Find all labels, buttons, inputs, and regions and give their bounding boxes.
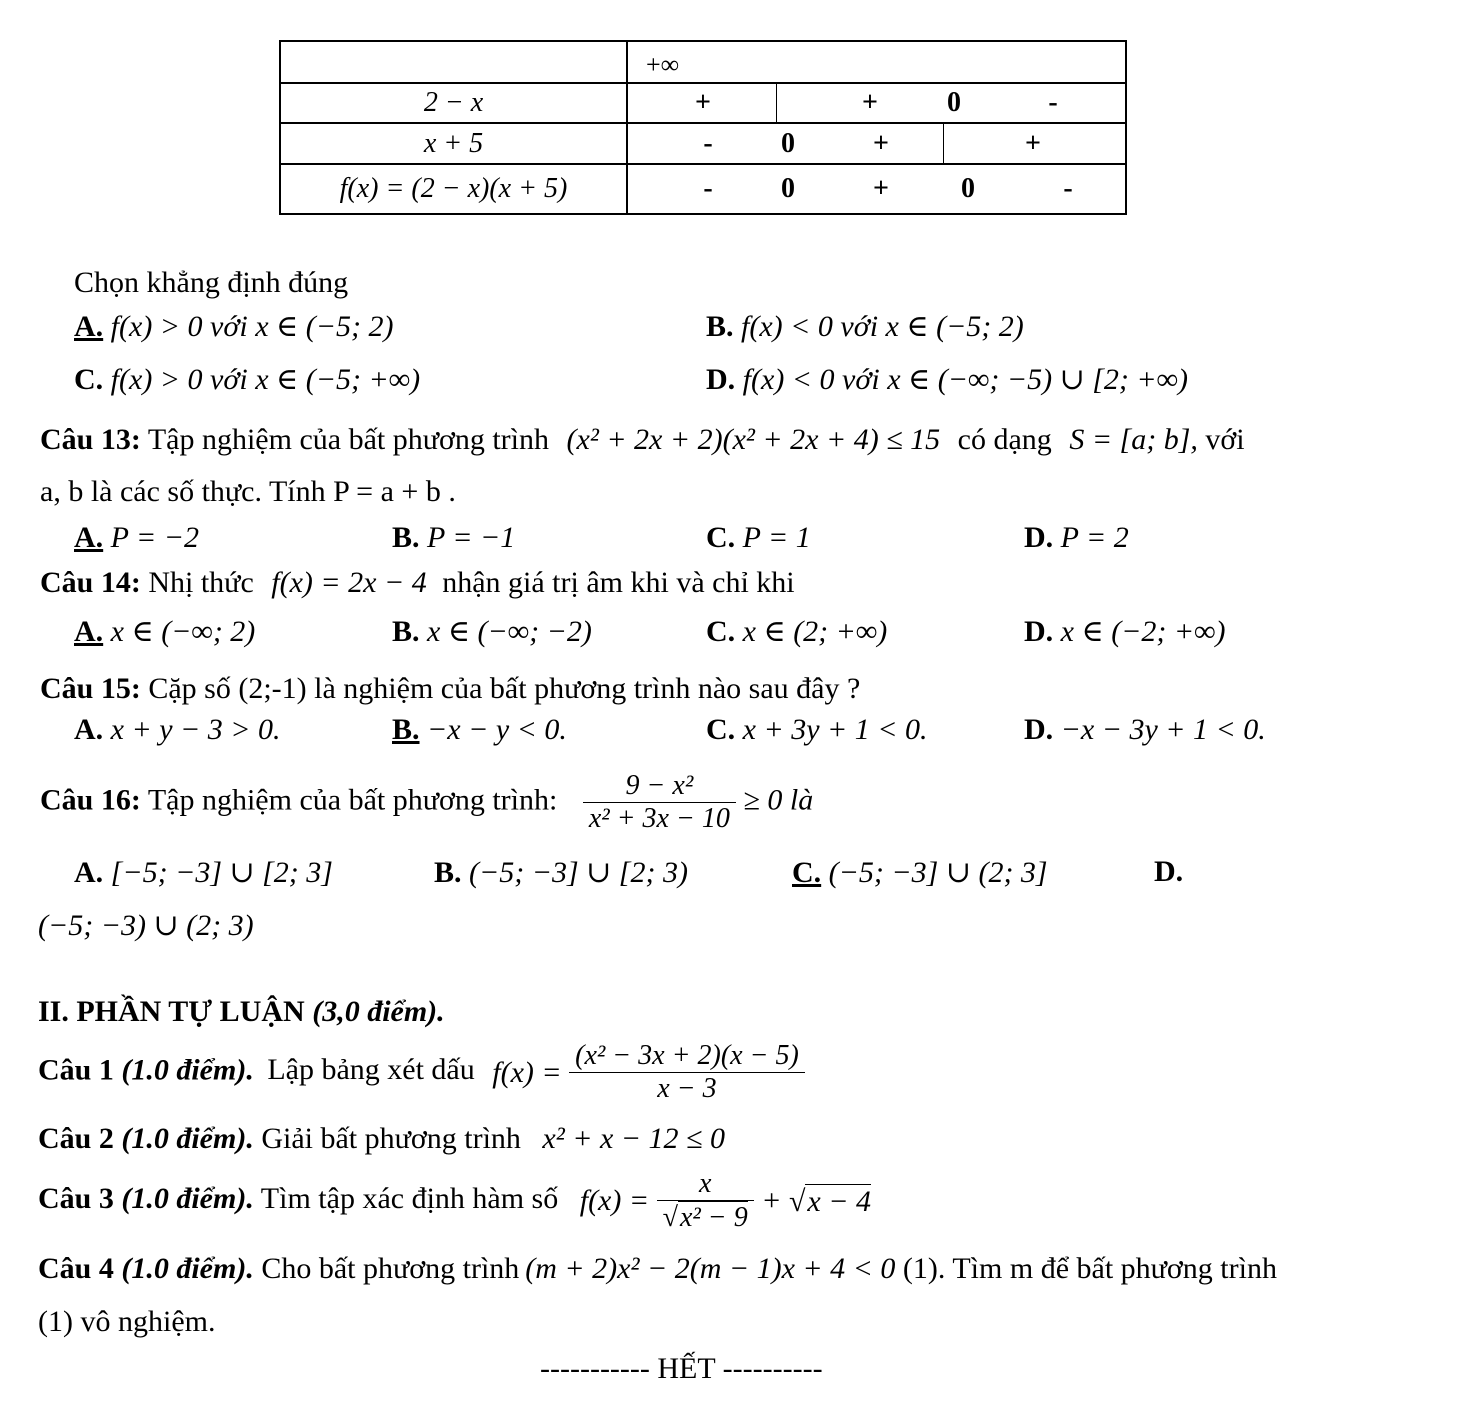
infinity-label: +∞ (646, 50, 680, 79)
q15-option-c: C. x + 3y + 1 < 0. (706, 713, 928, 746)
question-label: Câu 13: (40, 423, 141, 456)
q12-option-b (706, 309, 1024, 344)
sign-mark: - (703, 127, 713, 159)
q15-option-a: A. x + y − 3 > 0. (74, 713, 281, 746)
option-text: f(x) > 0 với x ∈ (−5; 2) (110, 310, 394, 343)
q13-option-a: A. P = −2 (74, 521, 199, 554)
q15-stem: Câu 15: Cặp số (2;-1) là nghiệm của bất phương trình nào sau đây ? (40, 672, 861, 705)
row-label: f(x) = (2 − x)(x + 5) (280, 164, 627, 214)
part2-c1: Câu 1 (1.0 điểm). Lập bảng xét dấu f(x) = $\frac{\text{(x² − 3x + 2)(x − 5)}}{x - 3}$ (38, 1040, 805, 1105)
option-key: A. (74, 310, 104, 343)
q13-option-c: C. P = 1 (706, 521, 811, 554)
sign-mark: - (1048, 87, 1058, 119)
q13-formula: (x² + 2x + 2)(x² + 2x + 4) ≤ 15 (566, 423, 941, 456)
sign-table (279, 40, 1127, 215)
sign-mark: + (873, 127, 889, 159)
q13-stem: Câu 13: Tập nghiệm của bất phương trình (x² + 2x + 2)(x² + 2x + 4) ≤ 15 có dạng S = [a; b], với (40, 423, 1245, 456)
sign-mark: + (873, 172, 889, 204)
q13-option-b: B. P = −1 (392, 521, 516, 554)
row-label: x + 5 (280, 123, 627, 163)
part2-c4: Câu 4 (1.0 điểm). Cho bất phương trình (m + 2)x² − 2(m − 1)x + 4 < 0 (1). Tìm m để bất phương trình (38, 1252, 1277, 1285)
q16-option-d-text: (−5; −3) ∪ (2; 3) (38, 909, 254, 942)
sign-row (627, 164, 1126, 214)
sign-mark: + (862, 87, 878, 119)
sign-mark: - (703, 172, 713, 204)
q13-option-d: D. P = 2 (1024, 521, 1129, 554)
q16-fraction: $\frac{\text{9 − x²}}{\text{x² + 3x − 10}}$ (583, 770, 736, 835)
sign-mark: 0 (947, 87, 961, 119)
sign-table-corner (280, 41, 627, 83)
option-text: f(x) > 0 với x ∈ (−5; +∞) (110, 363, 421, 396)
q12-prompt: Chọn khẳng định đúng (74, 266, 349, 299)
q14-stem: Câu 14: Nhị thức f(x) = 2x − 4 nhận giá trị âm khi và chỉ khi (40, 566, 795, 599)
option-text: f(x) < 0 với x ∈ (−∞; −5) ∪ [2; +∞) (742, 363, 1188, 396)
sign-mark: 0 (781, 172, 795, 204)
q14-option-c: C. x ∈ (2; +∞) (706, 615, 888, 648)
part2-c3: Câu 3 (1.0 điểm). Tìm tập xác định hàm số f(x) = $\frac{x}{\text{√x² − 9}}$ + √x − 4 (38, 1168, 871, 1233)
q12-option-d (706, 362, 1188, 397)
q15-option-d: D. −x − 3y + 1 < 0. (1024, 713, 1266, 746)
end-marker: ----------- HẾT ---------- (540, 1352, 823, 1385)
part2-c4-line2: (1) vô nghiệm. (38, 1305, 216, 1338)
sign-mark: 0 (781, 127, 795, 159)
row-label: 2 − x (280, 83, 627, 123)
sign-row (627, 123, 1126, 163)
q16-option-c: C. (−5; −3] ∪ (2; 3] (792, 856, 1048, 889)
part2-c2: Câu 2 (1.0 điểm). Giải bất phương trình x² + x − 12 ≤ 0 (38, 1122, 725, 1155)
q14-option-a: A. x ∈ (−∞; 2) (74, 615, 256, 648)
q16-stem: Câu 16: Tập nghiệm của bất phương trình: $\frac{\text{9 − x²}}{\text{x² + 3x − 10}}$ ≥ 0 là (40, 770, 814, 834)
sign-mark: + (695, 87, 711, 119)
sign-table-header (627, 41, 1126, 83)
option-key: D. (706, 363, 736, 396)
q16-option-a: A. [−5; −3] ∪ [2; 3] (74, 856, 333, 889)
sign-mark: - (1063, 172, 1073, 204)
q15-option-b: B. −x − y < 0. (392, 713, 567, 746)
sign-row (627, 83, 1126, 123)
q16-option-b: B. (−5; −3] ∪ [2; 3) (434, 856, 688, 889)
sign-mark: 0 (961, 172, 975, 204)
option-key: C. (74, 363, 104, 396)
q12-option-c (74, 362, 420, 397)
q14-option-d: D. x ∈ (−2; +∞) (1024, 615, 1226, 648)
q13-line2: a, b là các số thực. Tính P = a + b . (40, 475, 456, 508)
sign-mark: + (1025, 127, 1041, 159)
q14-option-b: B. x ∈ (−∞; −2) (392, 615, 592, 648)
q16-option-d: D. (1154, 855, 1184, 888)
part2-heading: II. PHẦN TỰ LUẬN (3,0 điểm). (38, 995, 445, 1028)
option-key: B. (706, 310, 734, 343)
option-text: f(x) < 0 với x ∈ (−5; 2) (741, 310, 1024, 343)
q12-option-a (74, 309, 393, 344)
